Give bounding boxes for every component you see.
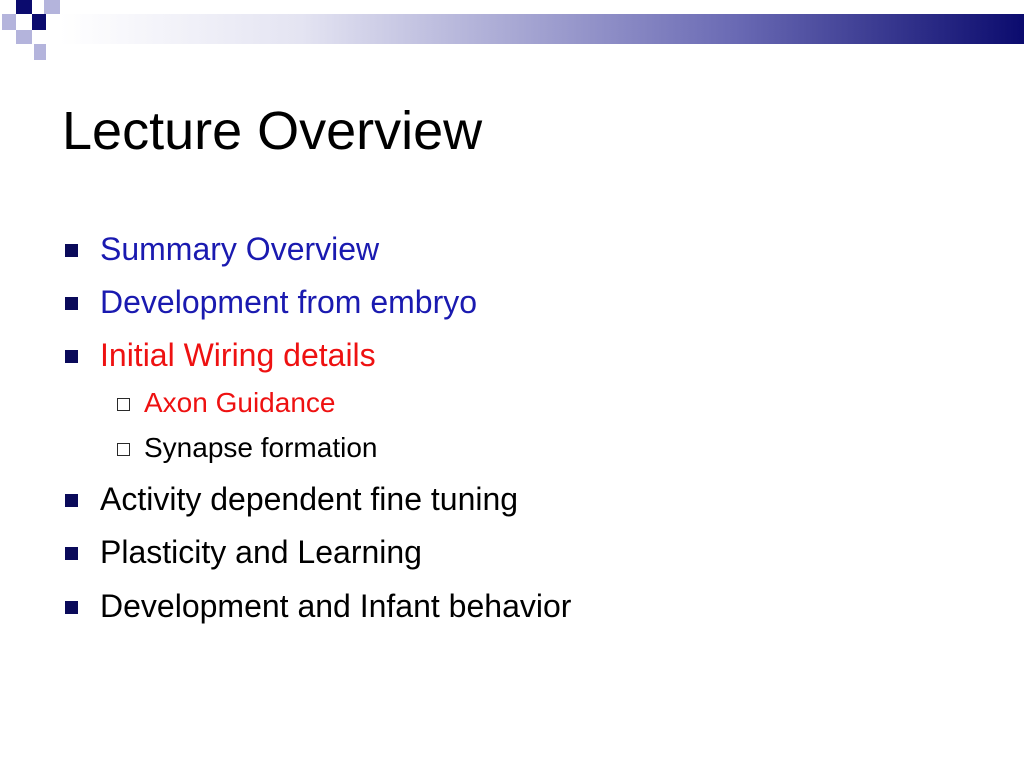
slide-title: Lecture Overview [62, 101, 483, 161]
list-item-text: Development and Infant behavior [100, 588, 572, 624]
hollow-square-bullet-icon [117, 398, 130, 411]
list-item [100, 282, 477, 322]
list-item [100, 335, 376, 375]
hollow-square-bullet-icon [117, 443, 130, 456]
square-bullet-icon [65, 494, 78, 507]
list-item-text: Initial Wiring details [100, 337, 376, 373]
list-item [100, 479, 518, 519]
square-bullet-icon [65, 601, 78, 614]
list-item [100, 229, 379, 269]
list-item-text: Activity dependent fine tuning [100, 481, 519, 517]
square-bullet-icon [65, 350, 78, 363]
list-item [144, 386, 335, 420]
list-item [144, 431, 377, 465]
list-item [100, 532, 422, 572]
square-bullet-icon [65, 244, 78, 257]
list-item-text: Synapse formation [144, 432, 378, 463]
list-item [100, 586, 571, 626]
list-item-text: Plasticity and Learning [100, 534, 422, 570]
list-item-text: Development from embryo [100, 284, 478, 320]
list-item-text: Axon Guidance [144, 387, 336, 418]
square-bullet-icon [65, 297, 78, 310]
square-bullet-icon [65, 547, 78, 560]
list-item-text: Summary Overview [100, 231, 380, 267]
